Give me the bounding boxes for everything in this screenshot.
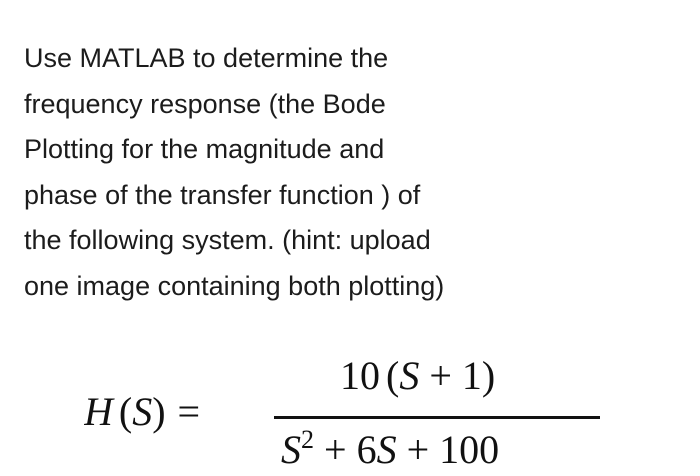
fraction-numerator: 10 (S + 1) [340, 353, 496, 398]
question-text [24, 36, 584, 309]
lhs-function-name: H [84, 389, 113, 434]
numerator-coefficient: 10 [340, 353, 380, 398]
lhs-argument: S [132, 389, 153, 434]
denominator-variable: S [281, 427, 301, 472]
question-line-5: the following system. (hint: upload [24, 225, 431, 255]
denominator-constant: 100 [439, 427, 500, 472]
question-line-2: frequency response (the Bode [24, 88, 386, 119]
question-line-3: Plotting for the magnitude and [24, 134, 385, 164]
numerator-variable: S [399, 353, 420, 398]
numerator-constant: 1 [461, 353, 482, 398]
question-line-1: Use MATLAB to determine the [24, 43, 389, 73]
question-line-4: phase of the transfer function ) of [24, 179, 421, 210]
fraction-bar [274, 416, 600, 419]
fraction-denominator: $S^2 + 6S + 100$ [281, 425, 500, 472]
equation-lhs: H (S) = [84, 389, 201, 434]
question-line-6: one image containing both plotting) [24, 270, 445, 301]
equals-sign: = [177, 389, 201, 434]
denominator-exponent: 2 [301, 425, 314, 454]
denominator-linear-variable: S [376, 427, 397, 472]
transfer-function-equation [84, 350, 624, 476]
denominator-linear-coefficient: 6 [356, 427, 377, 472]
